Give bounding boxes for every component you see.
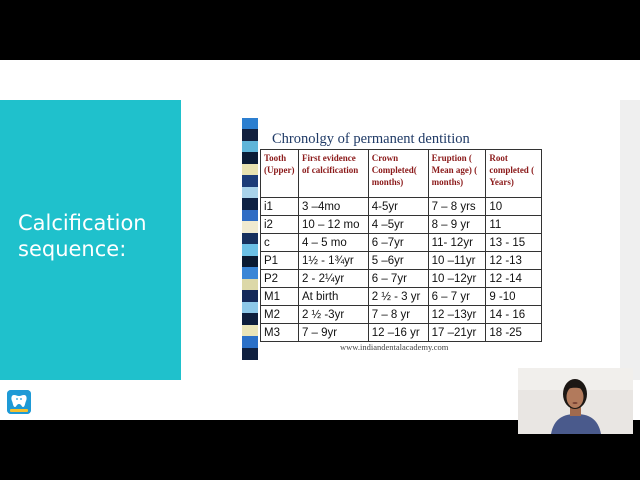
- edge-panel: [620, 100, 640, 380]
- decorative-stripes: [238, 118, 258, 360]
- table-cell: 7 – 9yr: [298, 324, 368, 342]
- table-cell: P1: [261, 252, 299, 270]
- title-panel: [0, 100, 181, 380]
- table-cell: 6 –7yr: [368, 234, 428, 252]
- figure-title: Chronolgy of permanent dentition: [272, 131, 470, 147]
- table-cell: P2: [261, 270, 299, 288]
- presenter-webcam: [518, 368, 633, 434]
- table-row: [261, 234, 542, 252]
- table-cell: 17 –21yr: [428, 324, 486, 342]
- table-cell: At birth: [298, 288, 368, 306]
- presenter-video: [518, 368, 633, 434]
- figure-watermark: www.indiandentalacademy.com: [340, 342, 449, 352]
- tooth-logo-icon: [7, 390, 31, 414]
- dentition-figure: [234, 118, 554, 360]
- table-row: [261, 198, 542, 216]
- table-row: [261, 216, 542, 234]
- table-cell: 4 – 5 mo: [298, 234, 368, 252]
- table-row: [261, 270, 542, 288]
- table-cell: 10 –11yr: [428, 252, 486, 270]
- header-cell: Eruption ( Mean age) ( months): [428, 150, 486, 198]
- table-cell: i2: [261, 216, 299, 234]
- table-cell: 8 – 9 yr: [428, 216, 486, 234]
- table-cell: c: [261, 234, 299, 252]
- table-cell: 4-5yr: [368, 198, 428, 216]
- table-cell: 10: [486, 198, 542, 216]
- table-cell: 2 ½ -3yr: [298, 306, 368, 324]
- table-cell: 4 –5yr: [368, 216, 428, 234]
- table-cell: 7 – 8 yrs: [428, 198, 486, 216]
- table-cell: 5 –6yr: [368, 252, 428, 270]
- table-cell: 6 – 7 yr: [428, 288, 486, 306]
- table-cell: 10 – 12 mo: [298, 216, 368, 234]
- table-cell: i1: [261, 198, 299, 216]
- header-cell: First evidence of calcification: [298, 150, 368, 198]
- table-cell: 3 –4mo: [298, 198, 368, 216]
- table-row: [261, 306, 542, 324]
- table-cell: 13 - 15: [486, 234, 542, 252]
- header-cell: Tooth (Upper): [261, 150, 299, 198]
- table-cell: 2 ½ - 3 yr: [368, 288, 428, 306]
- table-cell: 12 -14: [486, 270, 542, 288]
- table-cell: M3: [261, 324, 299, 342]
- table-cell: 12 –16 yr: [368, 324, 428, 342]
- table-cell: 11: [486, 216, 542, 234]
- table-row: [261, 324, 542, 342]
- table-header-row: [261, 150, 542, 198]
- table-cell: 2 - 2¼yr: [298, 270, 368, 288]
- header-cell: Root completed ( Years): [486, 150, 542, 198]
- dentition-table: [260, 149, 542, 342]
- table-cell: 10 –12yr: [428, 270, 486, 288]
- table-cell: M1: [261, 288, 299, 306]
- table-cell: 14 - 16: [486, 306, 542, 324]
- header-cell: Crown Completed( months): [368, 150, 428, 198]
- presentation-slide: [0, 60, 640, 420]
- table-cell: 11- 12yr: [428, 234, 486, 252]
- table-cell: 9 -10: [486, 288, 542, 306]
- table-cell: 12 –13yr: [428, 306, 486, 324]
- slide-heading: Calcification sequence:: [18, 211, 147, 261]
- table-cell: M2: [261, 306, 299, 324]
- table-row: [261, 288, 542, 306]
- table-cell: 6 – 7yr: [368, 270, 428, 288]
- table-row: [261, 252, 542, 270]
- table-cell: 12 -13: [486, 252, 542, 270]
- table-cell: 7 – 8 yr: [368, 306, 428, 324]
- table-cell: 1½ - 1¾yr: [298, 252, 368, 270]
- table-cell: 18 -25: [486, 324, 542, 342]
